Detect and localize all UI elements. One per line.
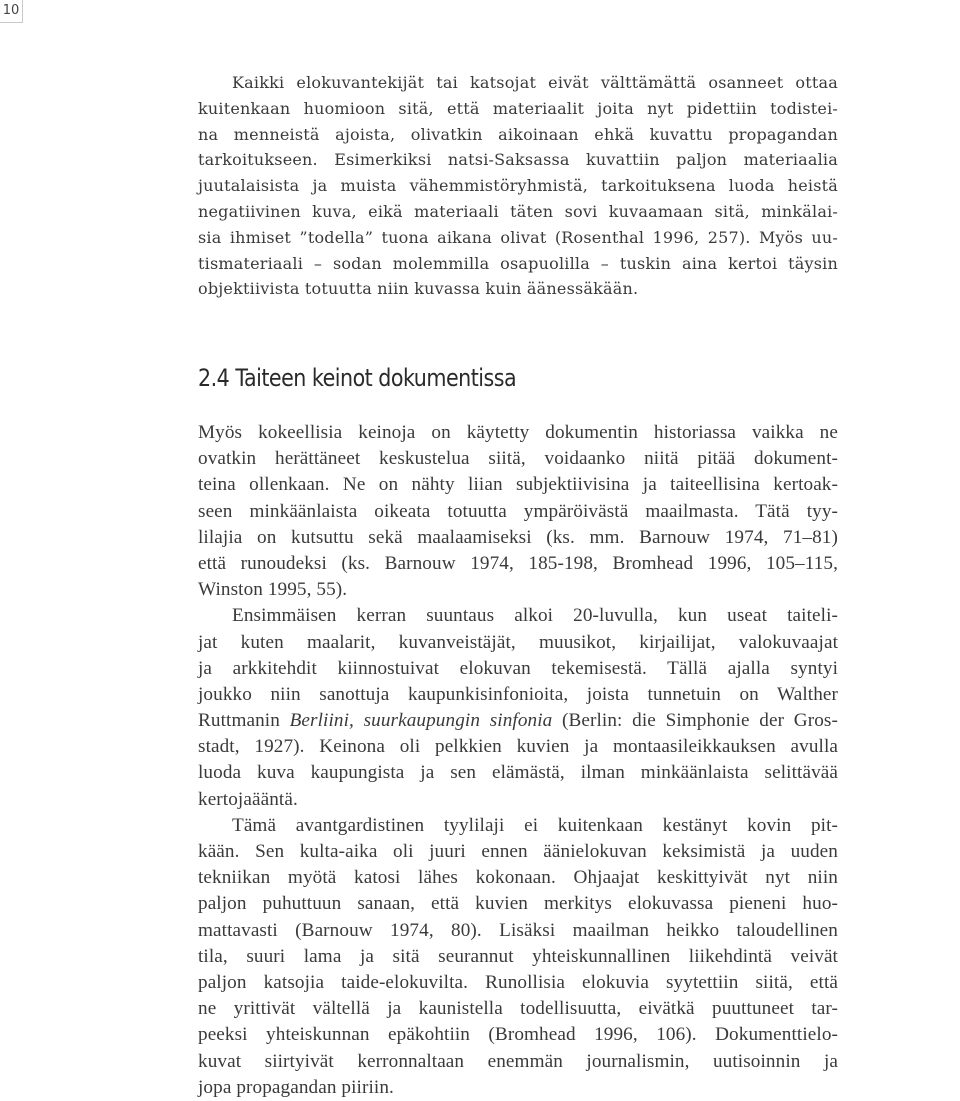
- paragraph-line: sia ihmiset ”todella” tuona aikana olivat (Rosenthal 1996, 257). Myös uu-: [198, 227, 838, 247]
- paragraph-line: seen minkäänlaista oikeata totuutta ympäröivästä maailmasta. Tätä tyy-: [198, 500, 838, 522]
- paragraph-line: stadt, 1927). Keinona oli pelkkien kuvien ja montaasileikkauksen avulla: [198, 736, 838, 758]
- paragraph-line: negatiivinen kuva, eikä materiaali täten sovi kuvaamaan sitä, minkälai-: [198, 201, 838, 221]
- section-heading: 2.4 Taiteen keinot dokumentissa: [198, 364, 517, 392]
- paragraph-line: Kaikki elokuvantekijät tai katsojat eivät välttämättä osanneet ottaa: [232, 73, 838, 92]
- paragraph-line: jopa propagandan piiriin.: [198, 1076, 394, 1098]
- paragraph-line: jat kuten maalarit, kuvanveistäjät, muusikot, kirjailijat, valokuvaajat: [198, 631, 838, 653]
- paragraph-line: paljon puhuttuun sanaan, että kuvien merkitys elokuvassa pieneni huo-: [198, 893, 838, 915]
- paragraph-line: objektiivista totuutta niin kuvassa kuin äänessäkään.: [198, 279, 639, 299]
- paragraph-line: mattavasti (Barnouw 1974, 80). Lisäksi maailman heikko taloudellinen: [198, 919, 838, 941]
- paragraph-line: lilajia on kutsuttu sekä maalaamiseksi (ks. mm. Barnouw 1974, 71–81): [198, 526, 838, 548]
- paragraph-line: että runoudeksi (ks. Barnouw 1974, 185-198, Bromhead 1996, 105–115,: [198, 552, 838, 574]
- paragraph-line: kuitenkaan huomioon sitä, että materiaalit joita nyt pidettiin todistei-: [198, 98, 838, 118]
- paragraph-line: juutalaisista ja muista vähemmistöryhmistä, tarkoituksena luoda heistä: [198, 176, 838, 196]
- paragraph-line: ja arkkitehdit kiinnostuivat elokuvan tekemisestä. Tällä ajalla syntyi: [198, 657, 838, 679]
- paragraph-line: luoda kuva kaupungista ja sen elämästä, ilman minkäänlaista selittävää: [198, 762, 838, 784]
- paragraph-line: Ensimmäisen kerran suuntaus alkoi 20-luvulla, kun useat taiteli-: [232, 605, 838, 627]
- section-body: [198, 420, 838, 1101]
- title-line-prefix: Ruttmanin: [198, 710, 290, 732]
- paragraph-line: peeksi yhteiskunnan epäkohtiin (Bromhead 1996, 106). Dokumenttielo-: [198, 1024, 838, 1046]
- paragraph-line: kään. Sen kulta-aika oli juuri ennen äänielokuvan keksimistä ja uuden: [198, 841, 838, 862]
- paragraph-line: Winston 1995, 55).: [198, 579, 348, 601]
- paragraph-line: tismateriaali – sodan molemmilla osapuolilla – tuskin aina kertoi täysin: [198, 253, 838, 273]
- paragraph-line: tarkoitukseen. Esimerkiksi natsi-Saksassa kuvattiin paljon materiaalia: [198, 150, 838, 170]
- paragraph-line: joukko niin sanottuja kaupunkisinfonioita, joista tunnetuin on Walther: [198, 683, 838, 705]
- intro-paragraph: [198, 70, 838, 302]
- title-line-suffix: (Berlin: die Simphonie der Gros-: [552, 710, 838, 732]
- paragraph-line: kuvat siirtyivät kerronnaltaan enemmän journalismin, uutisoinnin ja: [198, 1050, 838, 1072]
- paragraph-line: ne yrittivät vältellä ja kaunistella todellisuutta, eivätkä puuttuneet tar-: [198, 998, 838, 1020]
- paragraph-line: ovatkin herättäneet keskustelua siitä, voidaanko niitä pitää dokument-: [198, 448, 838, 470]
- paragraph-line: tekniikan myötä katosi lähes kokonaan. Ohjaajat keskittyivät nyt niin: [198, 867, 838, 889]
- paragraph-line: paljon katsojia taide-elokuvilta. Runollisia elokuvia syytettiin siitä, että: [198, 971, 838, 993]
- film-title: Berliini, suurkaupungin sinfonia: [289, 710, 553, 732]
- page-number: 10: [0, 0, 23, 23]
- paragraph-line: na menneistä ajoista, olivatkin aikoinaan ehkä kuvattu propagandan: [198, 124, 838, 144]
- paragraph-line: teina ollenkaan. Ne on nähty liian subjektiivisina ja taiteellisina kertoak-: [198, 474, 838, 496]
- paragraph-line: tila, suuri lama ja sitä seurannut yhteiskunnallinen liikehdintä veivät: [198, 945, 838, 967]
- paragraph-line: Myös kokeellisia keinoja on käytetty dokumentin historiassa vaikka ne: [198, 422, 838, 443]
- paragraph-line: [198, 708, 838, 734]
- paragraph-line: kertojaääntä.: [198, 788, 298, 810]
- paragraph-line: Tämä avantgardistinen tyylilaji ei kuitenkaan kestänyt kovin pit-: [232, 814, 838, 836]
